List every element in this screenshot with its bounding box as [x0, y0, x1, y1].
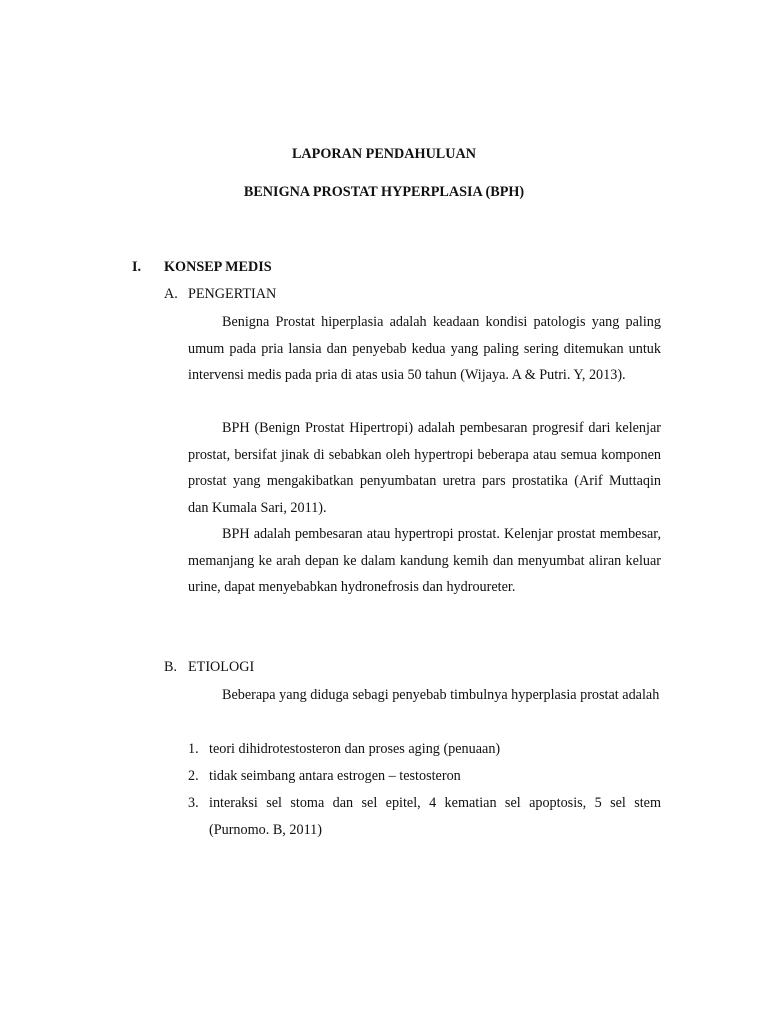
pengertian-paragraph-2: BPH (Benign Prostat Hipertropi) adalah pembesaran progresif dari kelenjar prostat, bersifat jinak di sebabkan oleh hypertropi beberapa atau semua komponen prostat yang mengakibatkan penyumbatan uretra pars prostatika (Arif Muttaqin dan Kumala Sari, 2011).: [188, 420, 661, 516]
document-subtitle: BENIGNA PROSTAT HYPERPLASIA (BPH): [243, 184, 525, 200]
list-item-number: 3.: [188, 795, 199, 811]
list-item: [188, 763, 661, 790]
subsection-b-title: ETIOLOGI: [188, 659, 255, 675]
pengertian-paragraph-3: BPH adalah pembesaran atau hypertropi prostat. Kelenjar prostat membesar, memanjang ke arah depan ke dalam kandung kemih dan menyumbat aliran keluar urine, dapat menyebabkan hydronefrosis dan hydroureter.: [188, 526, 661, 596]
etiologi-paragraph-1: Beberapa yang diduga sebagi penyebab timbulnya hyperplasia prostat adalah: [222, 687, 660, 703]
list-item-number: 1.: [188, 741, 199, 757]
subsection-b-letter: B.: [164, 659, 178, 675]
list-item: [188, 790, 661, 843]
document-title: LAPORAN PENDAHULUAN: [291, 146, 477, 162]
section-number: I.: [132, 259, 142, 275]
list-item-text: interaksi sel stoma dan sel epitel, 4 kematian sel apoptosis, 5 sel stem (Purnomo. B, 2011): [209, 795, 661, 838]
list-item-number: 2.: [188, 768, 199, 784]
pengertian-paragraph-1: Benigna Prostat hiperplasia adalah keadaan kondisi patologis yang paling umum pada pria lansia dan penyebab kedua yang paling sering ditemukan untuk intervensi medis pada pria di atas usia 50 tahun (Wijaya. A & Putri. Y, 2013).: [188, 314, 661, 384]
list-item-text: tidak seimbang antara estrogen – testosteron: [209, 768, 461, 784]
section-title: KONSEP MEDIS: [164, 259, 272, 275]
subsection-a-letter: A.: [164, 286, 178, 302]
list-item: [188, 736, 661, 763]
subsection-a-title: PENGERTIAN: [188, 286, 277, 302]
list-item-text: teori dihidrotestosteron dan proses aging (penuaan): [209, 741, 501, 757]
